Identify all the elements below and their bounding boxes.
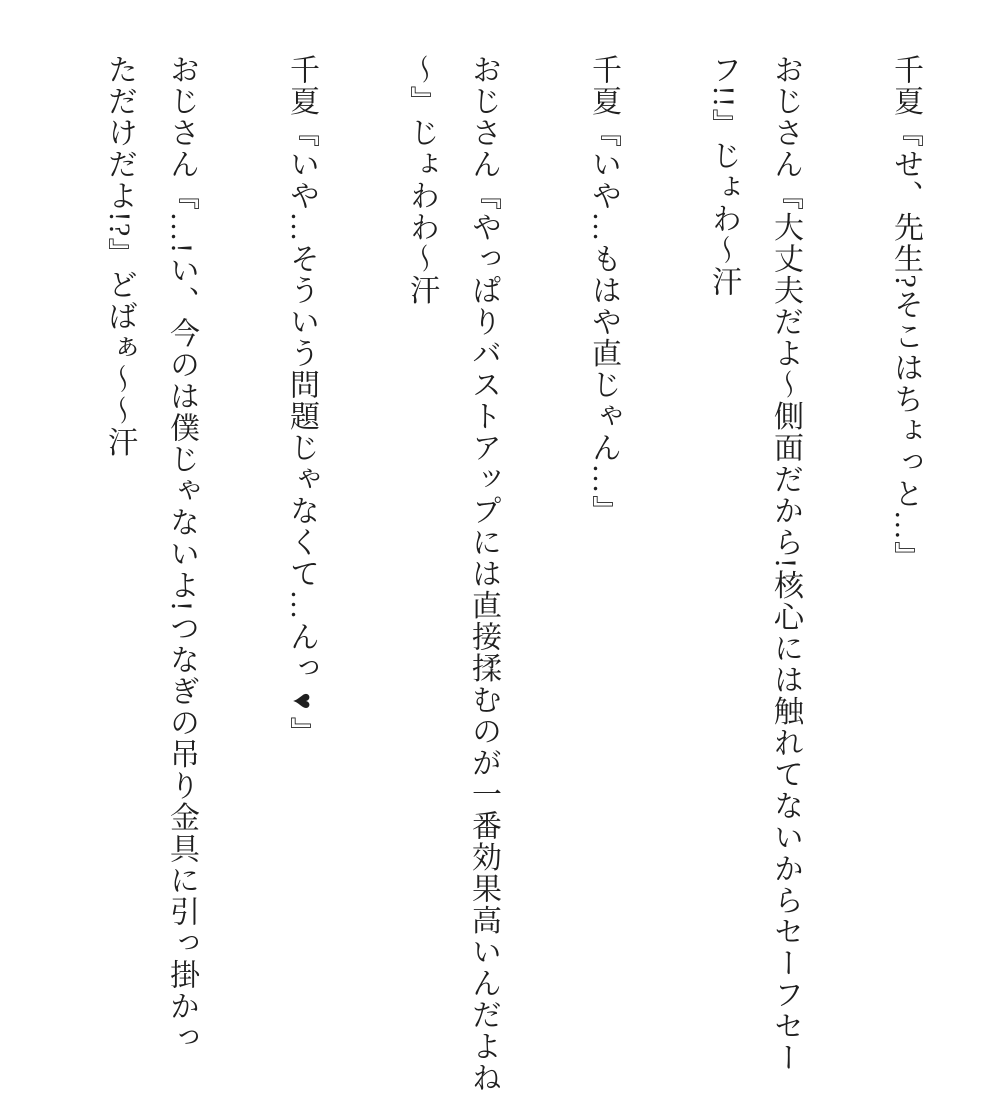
dialogue-column: [88, 54, 150, 1092]
dialogue-column: [452, 54, 514, 1092]
dialogue-text: 『やっぱりバストアップには直接揉むのが一番効果高いんだよね: [467, 180, 500, 1094]
dialogue-column: [754, 54, 816, 1092]
speaker-name: 千夏: [587, 54, 620, 117]
dialogue-column: [270, 54, 332, 1092]
dialogue-line: [692, 54, 816, 1092]
dialogue-column: [390, 54, 452, 1092]
dialogue-line: [572, 54, 634, 1092]
dialogue-column: [692, 54, 754, 1092]
dialogue-line: [390, 54, 514, 1092]
dialogue-column: [572, 54, 634, 1092]
dialogue-text: フ!!』じょわ〜汗: [707, 54, 740, 298]
dialogue-text: 『大丈夫だよ〜側面だから!核心には触れてないからセーフセー: [769, 180, 802, 1074]
dialogue-line: [270, 54, 332, 1092]
dialogue-line: [874, 54, 936, 1092]
dialogue-text: 『せ、先生?そこはちょっと…』: [889, 117, 922, 573]
heart-icon: ♥: [284, 685, 317, 717]
dialogue-text: ただけだよ!?』どばぁ〜〜汗: [103, 54, 136, 459]
speaker-name: 千夏: [285, 54, 318, 117]
dialogue-column: [874, 54, 936, 1092]
dialogue-text: 『いや…もはや直じゃん…』: [587, 117, 620, 527]
dialogue-text: 『…!い、今のは僕じゃないよ!つなぎの吊り金具に引っ掛かっ: [165, 180, 198, 1054]
speaker-name: おじさん: [769, 54, 802, 180]
dialogue-column: [150, 54, 212, 1092]
speaker-name: おじさん: [165, 54, 198, 180]
dialogue-text: 〜』じょわわ〜汗: [405, 54, 438, 306]
dialogue-line: [88, 54, 212, 1092]
speaker-name: おじさん: [467, 54, 500, 180]
dialogue-text: 『いや…そういう問題じゃなくて…んっ♥』: [284, 117, 318, 748]
speaker-name: 千夏: [889, 54, 922, 117]
